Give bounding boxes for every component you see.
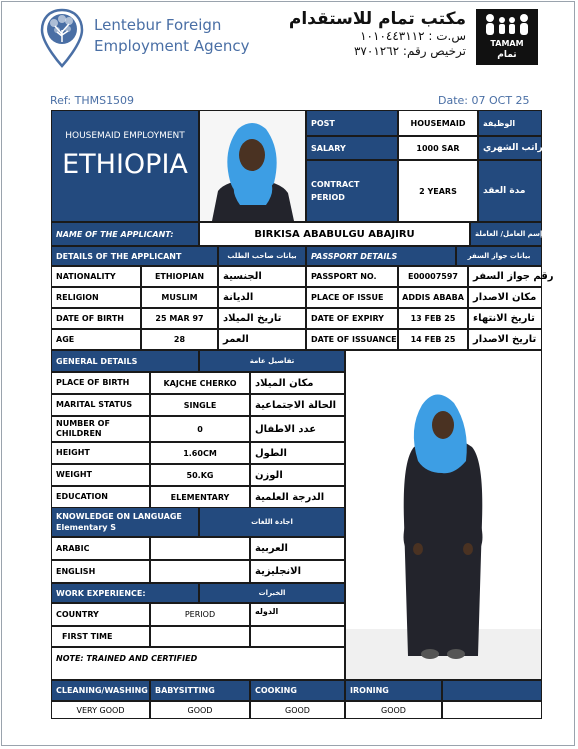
family-icon — [476, 9, 538, 39]
skill-value: GOOD — [250, 701, 345, 719]
skill-value: GOOD — [345, 701, 442, 719]
language-header-label: KNOWLEDGE ON LANGUAGE — [56, 512, 182, 521]
language-header-arabic: اجادة اللغات — [199, 507, 345, 537]
tree-pin-icon — [39, 8, 85, 68]
arabic-license: ترخيص رقم: ٣٧٠١٢٦٢ — [353, 44, 466, 58]
work-period-label: PERIOD — [150, 603, 250, 626]
work-first-time-extra — [250, 626, 345, 647]
language-arabic: العربية — [250, 537, 345, 560]
general-header: GENERAL DETAILS — [51, 350, 199, 372]
skill-label: IRONING — [345, 680, 442, 701]
agency-name-line2: Employment Agency — [94, 37, 250, 55]
tamam-logo-text: TAMAM — [490, 39, 524, 48]
applicant-name-value: BIRKISA ABABULGU ABAJIRU — [199, 222, 470, 246]
language-header-sub: Elementary S — [56, 523, 117, 532]
full-body-photo — [345, 350, 542, 680]
general-arabic: مكان الميلاد — [250, 372, 345, 394]
details-arabic: العمر — [218, 329, 306, 350]
salary-value: 1000 SAR — [398, 136, 478, 160]
passport-arabic: تاريخ الاصدار — [468, 329, 542, 350]
general-label: HEIGHT — [51, 442, 150, 464]
applicant-name-arabic: إسم العامل/ العاملة — [470, 222, 542, 246]
details-header-arabic: بيانات صاحب الطلب — [218, 246, 306, 266]
skill-label: BABYSITTING — [150, 680, 250, 701]
general-label: EDUCATION — [51, 486, 150, 508]
general-arabic: الطول — [250, 442, 345, 464]
employment-type: HOUSEMAID EMPLOYMENT — [65, 131, 185, 141]
full-body-figure — [346, 351, 541, 679]
details-value: 28 — [141, 329, 218, 350]
passport-arabic: مكان الاصدار — [468, 287, 542, 308]
document-date: Date: 07 OCT 25 — [438, 94, 530, 107]
arabic-name: مكتب تمام للاستقدام — [288, 9, 466, 29]
details-label: DATE OF BIRTH — [51, 308, 141, 329]
general-label: WEIGHT — [51, 464, 150, 486]
general-value: 0 — [150, 416, 250, 442]
salary-label: SALARY — [306, 136, 398, 160]
details-label: NATIONALITY — [51, 266, 141, 287]
details-arabic: تاريخ الميلاد — [218, 308, 306, 329]
details-label: RELIGION — [51, 287, 141, 308]
passport-header-arabic: بيانات جواز السفر — [456, 246, 542, 266]
language-value — [150, 537, 250, 560]
post-value: HOUSEMAID — [398, 110, 478, 136]
general-value: KAJCHE CHERKO — [150, 372, 250, 394]
arabic-cr: س.ت : ١٠١٠٤٤٣١١٢ — [360, 29, 466, 43]
contract-value: 2 YEARS — [398, 160, 478, 222]
passport-label: PLACE OF ISSUE — [306, 287, 398, 308]
skill-value-empty — [442, 701, 542, 719]
portrait-photo — [199, 110, 306, 222]
language-arabic: الانجليزية — [250, 560, 345, 583]
work-header-arabic: الخبرات — [199, 583, 345, 603]
general-value: 50.KG — [150, 464, 250, 486]
details-header: DETAILS OF THE APPLICANT — [51, 246, 218, 266]
general-label: PLACE OF BIRTH — [51, 372, 150, 394]
portrait-figure — [200, 111, 305, 221]
hero-block — [51, 110, 199, 222]
agency-name-line1: Lentebur Foreign — [94, 16, 222, 34]
details-value: ETHIOPIAN — [141, 266, 218, 287]
passport-arabic: تاريخ الانتهاء — [468, 308, 542, 329]
passport-value: E00007597 — [398, 266, 468, 287]
skill-label: COOKING — [250, 680, 345, 701]
skill-label: CLEANING/WASHING — [51, 680, 150, 701]
agency-name — [94, 15, 264, 57]
work-note: NOTE: TRAINED AND CERTIFIED — [51, 647, 345, 680]
tamam-logo-arabic: تمام — [497, 50, 517, 60]
passport-value: 13 FEB 25 — [398, 308, 468, 329]
country-title: ETHIOPIA — [62, 149, 188, 180]
general-label: NUMBER OF CHILDREN — [51, 416, 150, 442]
general-arabic: عدد الاطفال — [250, 416, 345, 442]
skill-value: GOOD — [150, 701, 250, 719]
arabic-agency-name — [270, 9, 466, 59]
work-first-time-period — [150, 626, 250, 647]
work-country-arabic: الدوله — [250, 603, 345, 626]
details-label: AGE — [51, 329, 141, 350]
tamam-logo — [476, 9, 538, 65]
passport-label: DATE OF ISSUANCE — [306, 329, 398, 350]
applicant-name-label: NAME OF THE APPLICANT: — [51, 222, 199, 246]
details-value: MUSLIM — [141, 287, 218, 308]
passport-header: PASSPORT DETAILS — [306, 246, 456, 266]
language-header — [51, 507, 199, 537]
salary-arabic: الراتب الشهري — [478, 136, 542, 160]
passport-label: PASSPORT NO. — [306, 266, 398, 287]
contract-label: CONTRACT PERIOD — [306, 160, 398, 222]
contract-arabic: مدة العقد — [478, 160, 542, 222]
post-label: POST — [306, 110, 398, 136]
general-value: SINGLE — [150, 394, 250, 416]
language-value — [150, 560, 250, 583]
general-arabic: الدرجة العلمية — [250, 486, 345, 508]
passport-label: DATE OF EXPIRY — [306, 308, 398, 329]
work-first-time: FIRST TIME — [51, 626, 150, 647]
details-arabic: الديانة — [218, 287, 306, 308]
agency-logo — [39, 8, 85, 68]
details-value: 25 MAR 97 — [141, 308, 218, 329]
general-header-arabic: تفاصيل عامة — [199, 350, 345, 372]
passport-value: 14 FEB 25 — [398, 329, 468, 350]
skill-label-empty — [442, 680, 542, 701]
details-arabic: الجنسية — [218, 266, 306, 287]
passport-value: ADDIS ABABA — [398, 287, 468, 308]
general-value: ELEMENTARY — [150, 486, 250, 508]
language-label: ENGLISH — [51, 560, 150, 583]
post-arabic: الوظيفة — [478, 110, 542, 136]
general-label: MARITAL STATUS — [51, 394, 150, 416]
work-country-label: COUNTRY — [51, 603, 150, 626]
ref-number: Ref: THMS1509 — [50, 94, 135, 107]
work-header: WORK EXPERIENCE: — [51, 583, 199, 603]
skill-value: VERY GOOD — [51, 701, 150, 719]
language-label: ARABIC — [51, 537, 150, 560]
general-arabic: الوزن — [250, 464, 345, 486]
passport-arabic: رقم جواز السفر — [468, 266, 542, 287]
general-arabic: الحالة الاجتماعية — [250, 394, 345, 416]
general-value: 1.60CM — [150, 442, 250, 464]
